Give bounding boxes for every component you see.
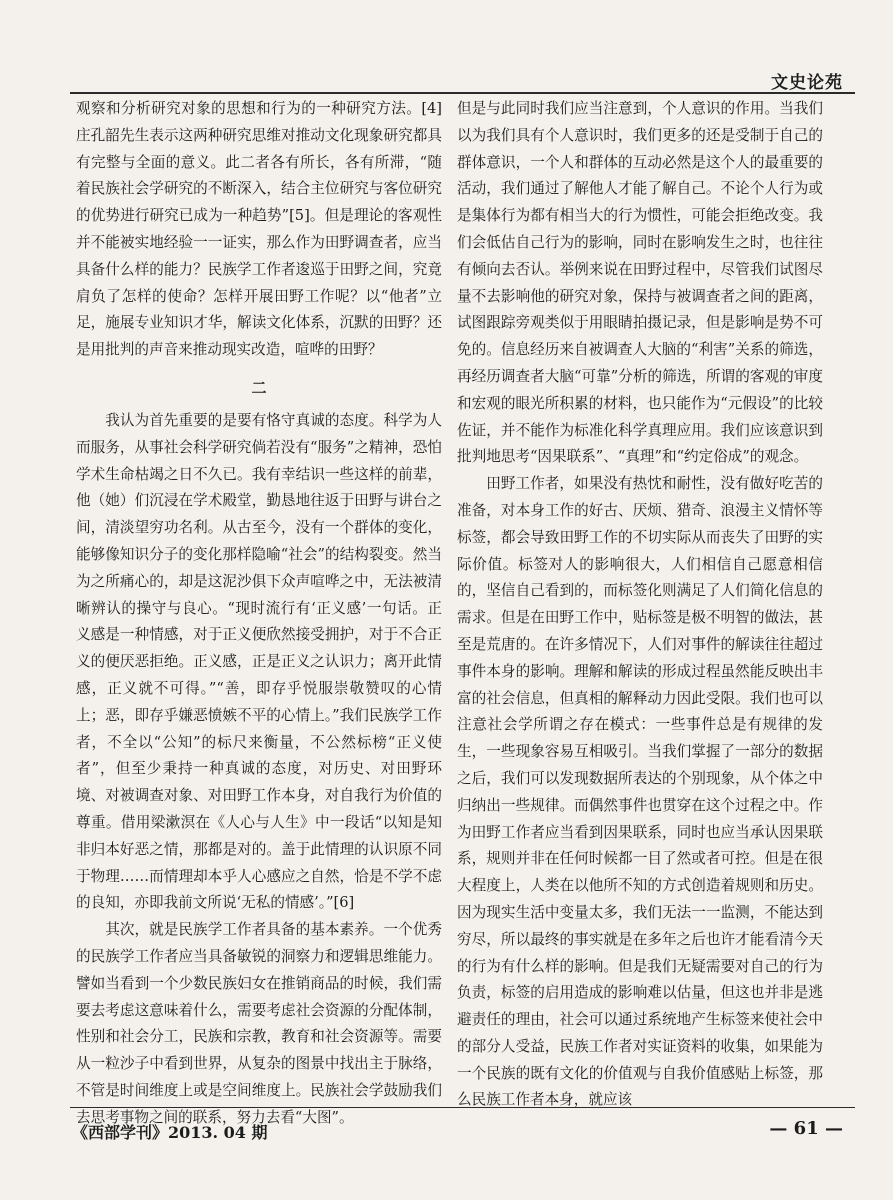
page-number: — 61 —: [769, 1118, 843, 1139]
right-paragraph-1: 但是与此同时我们应当注意到，个人意识的作用。当我们以为我们具有个人意识时，我们更多的还是受制于自己的群体意识，一个人和群体的互动必然是这个人的最重要的活动，我们通过了解他人才能了解自己。不论个人行为或是集体行为都有相当大的行为惯性，可能会拒绝改变。我们会低估自己行为的影响，同时在影响发生之时，也往往有倾向去否认。举例来说在田野过程中，尽管我们试图尽量不去影响他的研究对象，保持与被调查者之间的距离，试图跟踪旁观类似于用眼睛拍摄记录，但是影响是势不可免的。信息经历来自被调查人大脑的“利害”关系的筛选，再经历调查者大脑“可靠”分析的筛选，所谓的客观的审度和宏观的眼光所积累的材料，也只能作为“元假设”的比较佐证，并不能作为标准化科学真理应用。我们应该意识到批判地思考“因果联系”、“真理”和“约定俗成”的观念。: [457, 100, 823, 466]
header-rule: [70, 92, 855, 94]
footer-rule: [70, 1107, 855, 1108]
journal-issue: 《西部学刊》2013. 04 期: [72, 1123, 268, 1142]
left-paragraph-2: 我认为首先重要的是要有恪守真诚的态度。科学为人而服务，从事社会科学研究倘若没有“服务”之精神，恐怕学术生命枯竭之日不久已。我有幸结识一些这样的前辈，他（她）们沉浸在学术殿堂，勤恳地往返于田野与讲台之间，清淡望穷功名利。从古至今，没有一个群体的变化，能够像知识分子的变化那样隐喻“社会”的结构裂变。然当为之所痛心的，却是这泥沙俱下众声喧哗之中，无法被清晰辨认的操守与良心。“现时流行有‘正义感’一句话。正义感是一种情感，对于正义便欣然接受拥护，对于不合正义的便厌恶拒绝。正义感，正是正义之认识力；离开此情感，正义就不可得。”“善，即存乎悦服崇敬赞叹的心情上；恶，即存乎嫌恶愤嫉不平的心情上。”我们民族学工作者，不全以“公知”的标尺来衡量，不公然标榜“正义使者”，但至少秉持一种真诚的态度，对历史、对田野环境、对被调查对象、对田野工作本身，对自我行为价值的尊重。借用梁漱溟在《人心与人生》中一段话“以知是知非归本好恶之情，那都是对的。盖于此情理的认识原不同于物理……而情理却本乎人心感应之自然，恰是不学不虑的良知，亦即我前文所说‘无私的情感’。”[6]: [76, 411, 442, 912]
section-heading: 二: [251, 378, 267, 397]
left-paragraph-3: 其次，就是民族学工作者具备的基本素养。一个优秀的民族学工作者应当具备敏锐的洞察力和逻辑思维能力。譬如当看到一个少数民族妇女在推销商品的时候，我们需要去考虑这意味着什么，需要考虑社会资源的分配体制，性别和社会分工，民族和宗教，教育和社会资源等。需要从一粒沙子中看到世界，从复杂的图景中找出主于脉络，不管是时间维度上或是空间维度上。民族社会学鼓励我们去思考事物之间的联系，努力去看“大图”。: [76, 921, 442, 1126]
left-column: [76, 96, 442, 1126]
right-paragraph-2: 田野工作者，如果没有热忱和耐性，没有做好吃苦的准备，对本身工作的好古、厌烦、猎奇、浪漫主义情怀等标签，都会导致田野工作的不切实际从而丧失了田野的实际价值。标签对人的影响很大，人们相信自己愿意相信的，坚信自己看到的，而标签化则满足了人们简化信息的需求。但是在田野工作中，贴标签是极不明智的做法，甚至是荒唐的。在许多情况下，人们对事件的解读往往超过事件本身的影响。理解和解读的形成过程虽然能反映出丰富的社会信息，但真相的解释动力因此受限。我们也可以注意社会学所谓之存在模式：一些事件总是有规律的发生，一些现象容易互相吸引。当我们掌握了一部分的数据之后，我们可以发现数据所表达的个别现象，从个体之中归纳出一些规律。而偶然事件也贯穿在这个过程之中。作为田野工作者应当看到因果联系，同时也应当承认因果联系，规则并非在任何时候都一目了然或者可控。但是在很大程度上，人类在以他所不知的方式创造着规则和历史。因为现实生活中变量太多，我们无法一一监测，不能达到穷尽，所以最终的事实就是在多年之后也许才能看清今天的行为有什么样的影响。但是我们无疑需要对自己的行为负责，标签的启用造成的影响难以估量，但这也并非是逃避责任的理由，社会可以通过系统地产生标签来使社会中的部分人受益，民族工作者对实证资料的收集，如果能为一个民族的既有文化的价值观与自我价值感贴上标签，那么民族工作者本身，就应该: [457, 475, 823, 1109]
left-paragraph-1: 观察和分析研究对象的思想和行为的一种研究方法。[4] 庄孔韶先生表示这两种研究思维对推动文化现象研究都具有完整与全面的意义。此二者各有所长，各有所滞，“随着民族社会学研究的不断深入，结合主位研究与客位研究的优势进行研究已成为一种趋势”[5]。但是理论的客观性并不能被实地经验一一证实，那么作为田野调查者，应当具备什么样的能力？民族学工作者逡巡于田野之间，究竟肩负了怎样的使命？怎样开展田野工作呢？以“他者”立足，施展专业知识才华，解读文化体系，沉默的田野？还是用批判的声音来推动现实改造，喧哗的田野？: [76, 100, 442, 359]
right-column: [457, 96, 823, 1109]
section-title: 文史论苑: [771, 73, 843, 93]
